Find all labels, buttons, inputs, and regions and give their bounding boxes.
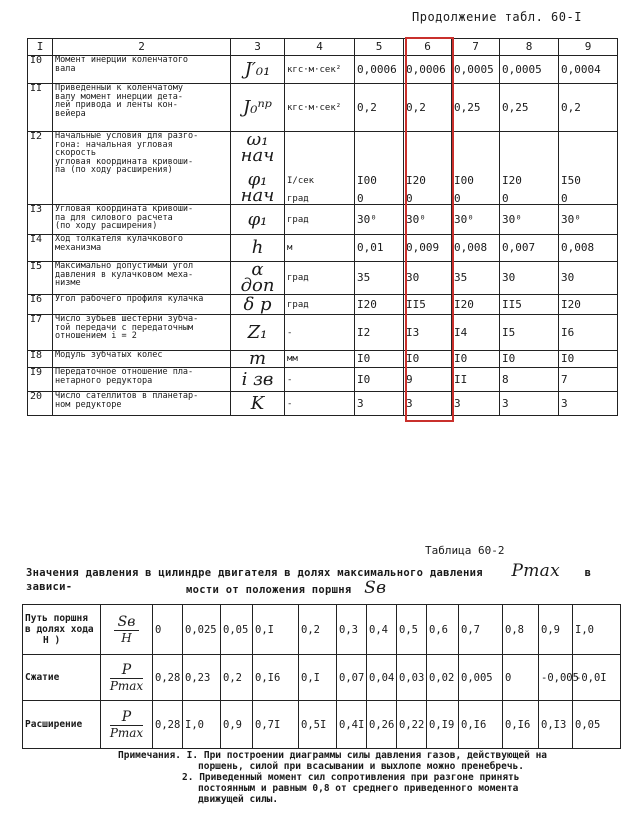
value-v8: 0,25 [500, 84, 559, 132]
unit: I/сек град [285, 132, 355, 205]
table2-cell: 0,23 [183, 655, 221, 701]
col-header: I [28, 39, 53, 56]
expansion-row [23, 701, 621, 749]
col-header: 7 [452, 39, 500, 56]
unit: кгс·м·сек² [285, 56, 355, 84]
value-v9: 30 [559, 262, 618, 295]
value-v6: 30⁰ [404, 205, 452, 235]
table2-cell: 0,7I [253, 701, 299, 749]
table2-cell: -0,0I [573, 655, 621, 701]
value-v5: I20 [355, 295, 404, 315]
row-number: I5 [28, 262, 53, 295]
value-v7: 3 [452, 392, 500, 416]
table2-cell: 0,I6 [253, 655, 299, 701]
table-row [28, 315, 618, 351]
symbol: Z₁ [231, 315, 285, 351]
col-header: 3 [231, 39, 285, 56]
value-v8: 8 [500, 368, 559, 392]
symbol: J′₀₁ [231, 56, 285, 84]
symbol: ω₁ нач φ₁ нач [231, 132, 285, 205]
table2-cell: 0,3 [337, 605, 367, 655]
symbol: α доп [231, 262, 285, 295]
symbol: h [231, 235, 285, 262]
value-v5: I0 [355, 368, 404, 392]
table2-cell: 0,I9 [427, 701, 459, 749]
row-number: I3 [28, 205, 53, 235]
table2-title-end: в зависи- [26, 567, 592, 593]
table-row [28, 132, 618, 205]
value-v6: I3 [404, 315, 452, 351]
row-number: I0 [28, 56, 53, 84]
table2-cell: 0,I [299, 655, 337, 701]
table2-cell: 0,8 [503, 605, 539, 655]
table-row [28, 295, 618, 315]
value-v9: I20 [559, 295, 618, 315]
table2-label: Таблица 60-2 [425, 544, 505, 557]
value-v9: I6 [559, 315, 618, 351]
unit: град [285, 262, 355, 295]
table-row [28, 235, 618, 262]
frac-path-cell: $\frac{Sв}{H}$ [101, 605, 153, 655]
value-v6: 3 [404, 392, 452, 416]
value-v7: I4 [452, 315, 500, 351]
notes-label: Примечания. [118, 750, 181, 761]
frac-p-cell: $\frac{P}{Pmax}$ [101, 655, 153, 701]
row-number: I4 [28, 235, 53, 262]
table-row [28, 392, 618, 416]
parameter-name: Число зубьев шестерни зубча- той передачи с передаточным отношением i = 2 [53, 315, 231, 351]
unit: - [285, 392, 355, 416]
unit: кгс·м·сек² [285, 84, 355, 132]
table-60-2 [22, 604, 621, 749]
value-v8: 3 [500, 392, 559, 416]
value-v8: II5 [500, 295, 559, 315]
row-number: II [28, 84, 53, 132]
symbol: δ р [231, 295, 285, 315]
table2-title-line2 [186, 578, 386, 598]
table2-cell: 0,04 [367, 655, 397, 701]
row-number: 20 [28, 392, 53, 416]
value-v7: II [452, 368, 500, 392]
table2-cell: 0,26 [367, 701, 397, 749]
value-v9: 0,008 [559, 235, 618, 262]
unit: м [285, 235, 355, 262]
value-v8: 0,007 [500, 235, 559, 262]
unit: град [285, 295, 355, 315]
value-v5: I00 0 [355, 132, 404, 205]
value-v7: 0,008 [452, 235, 500, 262]
parameter-name: Угол рабочего профиля кулачка [53, 295, 231, 315]
value-v7: I20 [452, 295, 500, 315]
value-v5: 0,2 [355, 84, 404, 132]
row-number: I2 [28, 132, 53, 205]
table2-cell: 0,22 [397, 701, 427, 749]
table-row [28, 205, 618, 235]
table2-cell: 0,28 [153, 701, 183, 749]
row-header-expansion: Расширение [23, 701, 101, 749]
value-v9: 0,0004 [559, 56, 618, 84]
value-v6: 0,0006 [404, 56, 452, 84]
notes: Примечания. I. При построении диаграммы силы давления газов, действующей на поршень, силой при всасывании и выхлопе можно пренебречь. 2. Приведенный момент сил сопротивления при разгоне принять постоянным и равным 0,8 от среднего приведенного момента движущей силы. [118, 750, 548, 805]
sb-symbol: Sв [364, 578, 387, 598]
compression-row [23, 655, 621, 701]
row-header-compression: Сжатие [23, 655, 101, 701]
value-v6: I20 0 [404, 132, 452, 205]
col-header: 4 [285, 39, 355, 56]
table2-cell: 0,025 [183, 605, 221, 655]
value-v6: 0,2 [404, 84, 452, 132]
unit: - [285, 315, 355, 351]
value-v5: I0 [355, 351, 404, 368]
table-row [28, 56, 618, 84]
value-v6: 0,009 [404, 235, 452, 262]
symbol: m [231, 351, 285, 368]
table2-cell: 0,2 [221, 655, 253, 701]
value-v6: II5 [404, 295, 452, 315]
symbol: φ₁ [231, 205, 285, 235]
parameter-name: Число сателлитов в планетар- ном редукторе [53, 392, 231, 416]
unit: мм [285, 351, 355, 368]
table2-cell: 0,03 [397, 655, 427, 701]
table2-cell: 0,5I [299, 701, 337, 749]
table2-cell: 0,I6 [503, 701, 539, 749]
table2-title-text2: мости от положения поршня [186, 584, 352, 596]
value-v6: 9 [404, 368, 452, 392]
table2-cell: I,0 [183, 701, 221, 749]
table2-cell: 0,5 [397, 605, 427, 655]
unit: град [285, 205, 355, 235]
table-row [28, 262, 618, 295]
value-v5: 3 [355, 392, 404, 416]
row-number: I7 [28, 315, 53, 351]
continuation-title: Продолжение табл. 60-I [412, 10, 582, 24]
table-60-1 [27, 38, 618, 416]
value-v5: 30⁰ [355, 205, 404, 235]
value-v9: 30⁰ [559, 205, 618, 235]
table2-cell: 0,4I [337, 701, 367, 749]
table2-cell: 0,9 [539, 605, 573, 655]
table2-cell: 0,28 [153, 655, 183, 701]
col-header: 2 [53, 39, 231, 56]
table2-cell: 0,I [253, 605, 299, 655]
value-v7: I0 [452, 351, 500, 368]
value-v5: 35 [355, 262, 404, 295]
value-v5: I2 [355, 315, 404, 351]
col-header: 8 [500, 39, 559, 56]
row-header-path: Путь поршня в долях хода H ) [23, 605, 101, 655]
table2-title-text: Значения давления в цилиндре двигателя в долях максимального давления [26, 567, 483, 579]
table2-cell: 0,I3 [539, 701, 573, 749]
value-v9: 3 [559, 392, 618, 416]
value-v8: I5 [500, 315, 559, 351]
parameter-name: Максимально допустимый угол давления в кулачковом меха- низме [53, 262, 231, 295]
value-v9: 0,2 [559, 84, 618, 132]
table1-header-row [28, 39, 618, 56]
table2-cell: 0 [503, 655, 539, 701]
parameter-name: Начальные условия для разго- гона: начальная угловая скорость угловая координата кривоши- па (по ходу расширения) [53, 132, 231, 205]
value-v7: 35 [452, 262, 500, 295]
table2-cell: 0,6 [427, 605, 459, 655]
row-number: I8 [28, 351, 53, 368]
table2-cell: 0,02 [427, 655, 459, 701]
col-header: 5 [355, 39, 404, 56]
table2-cell: 0,2 [299, 605, 337, 655]
frac-p-cell: $\frac{P}{Pmax}$ [101, 701, 153, 749]
table2-cell: I,0 [573, 605, 621, 655]
table2-cell: 0,05 [221, 605, 253, 655]
value-v9: I50 0 [559, 132, 618, 205]
table-row [28, 351, 618, 368]
value-v5: 0,01 [355, 235, 404, 262]
table2-cell: 0 [153, 605, 183, 655]
parameter-name: Ход толкателя кулачкового механизма [53, 235, 231, 262]
value-v7: 0,0005 [452, 56, 500, 84]
col-header: 9 [559, 39, 618, 56]
value-v9: 7 [559, 368, 618, 392]
value-v7: I00 0 [452, 132, 500, 205]
value-v9: I0 [559, 351, 618, 368]
unit: - [285, 368, 355, 392]
symbol: i зв [231, 368, 285, 392]
highlight-column-6 [405, 37, 454, 422]
parameter-name: Угловая координата кривоши- па для силового расчета (по ходу расширения) [53, 205, 231, 235]
value-v7: 0,25 [452, 84, 500, 132]
table2-cell: 0,07 [337, 655, 367, 701]
table-row [28, 84, 618, 132]
value-v8: 0,0005 [500, 56, 559, 84]
parameter-name: Приведенный к коленчатому валу момент инерции дета- лей привода и ленты кон- вейера [53, 84, 231, 132]
path-row [23, 605, 621, 655]
value-v8: I0 [500, 351, 559, 368]
value-v8: 30⁰ [500, 205, 559, 235]
parameter-name: Модуль зубчатых колес [53, 351, 231, 368]
value-v6: 30 [404, 262, 452, 295]
table2-cell: 0,I6 [459, 701, 503, 749]
row-number: I6 [28, 295, 53, 315]
parameter-name: Передаточное отношение пла- нетарного редуктора [53, 368, 231, 392]
table-row [28, 368, 618, 392]
value-v8: I20 0 [500, 132, 559, 205]
symbol: K [231, 392, 285, 416]
value-v6: I0 [404, 351, 452, 368]
table2-cell: 0,9 [221, 701, 253, 749]
pmax-symbol: Pmax [511, 561, 560, 581]
table2-cell: 0,005 [459, 655, 503, 701]
symbol: J₀ⁿᵖ [231, 84, 285, 132]
table2-cell: 0,7 [459, 605, 503, 655]
table2-cell: 0,05 [573, 701, 621, 749]
table2-cell: -0,005 [539, 655, 573, 701]
table2-cell: 0,4 [367, 605, 397, 655]
row-number: I9 [28, 368, 53, 392]
value-v5: 0,0006 [355, 56, 404, 84]
table1-body [28, 56, 618, 416]
value-v8: 30 [500, 262, 559, 295]
col-header: 6 [404, 39, 452, 56]
parameter-name: Момент инерции коленчатого вала [53, 56, 231, 84]
value-v7: 30⁰ [452, 205, 500, 235]
